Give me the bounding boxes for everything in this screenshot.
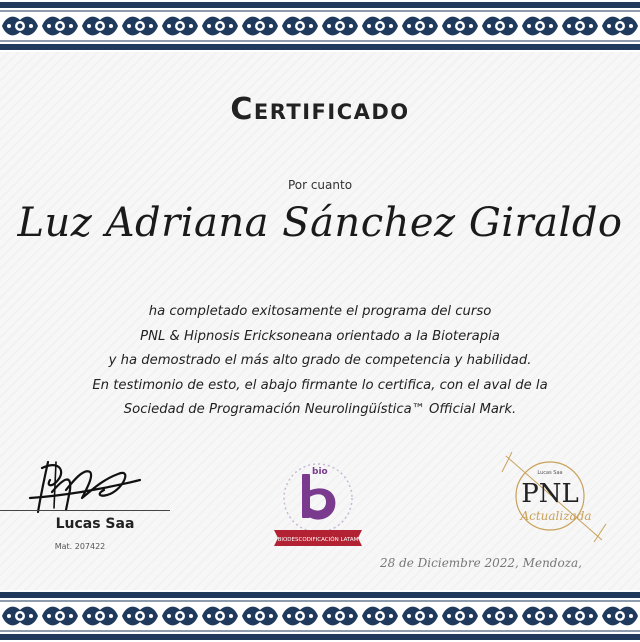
certificate-title: Certificado — [230, 92, 410, 127]
signer-name: Lucas Saa — [55, 516, 135, 532]
ornamental-border-top — [0, 0, 640, 52]
certificate-body — [40, 300, 600, 423]
bio-mark-text: bio — [312, 467, 328, 477]
pnl-small-text: Lucas Saa — [537, 470, 563, 476]
body-line: PNL & Hipnosis Ericksoneana orientado a la Bioterapia — [140, 328, 500, 344]
signature-line — [0, 510, 170, 511]
intro-text: Por cuanto — [287, 178, 353, 192]
recipient-name: Luz Adriana Sánchez Giraldo — [17, 200, 623, 246]
bio-banner-text: BIODESCODIFICACIÓN LATAM — [277, 537, 359, 543]
pnl-script-text: Actualizada — [520, 509, 592, 523]
body-line: y ha demostrado el más alto grado de competencia y habilidad. — [108, 353, 532, 368]
body-line: Sociedad de Programación Neurolingüística™ Official Mark. — [123, 402, 517, 417]
biodescodificacion-logo — [268, 452, 368, 554]
body-line: ha completado exitosamente el programa del curso — [148, 304, 492, 319]
body-line: En testimonio de esto, el abajo firmante lo certifica, con el aval de la — [92, 377, 548, 393]
pnl-actualizada-logo — [498, 452, 608, 544]
signer-registration: Mat. 207422 — [54, 542, 106, 551]
pnl-main-text: PNL — [521, 479, 579, 509]
ornamental-border-bottom — [0, 590, 640, 642]
date-place: 28 de Diciembre 2022, Mendoza, — [380, 556, 582, 570]
